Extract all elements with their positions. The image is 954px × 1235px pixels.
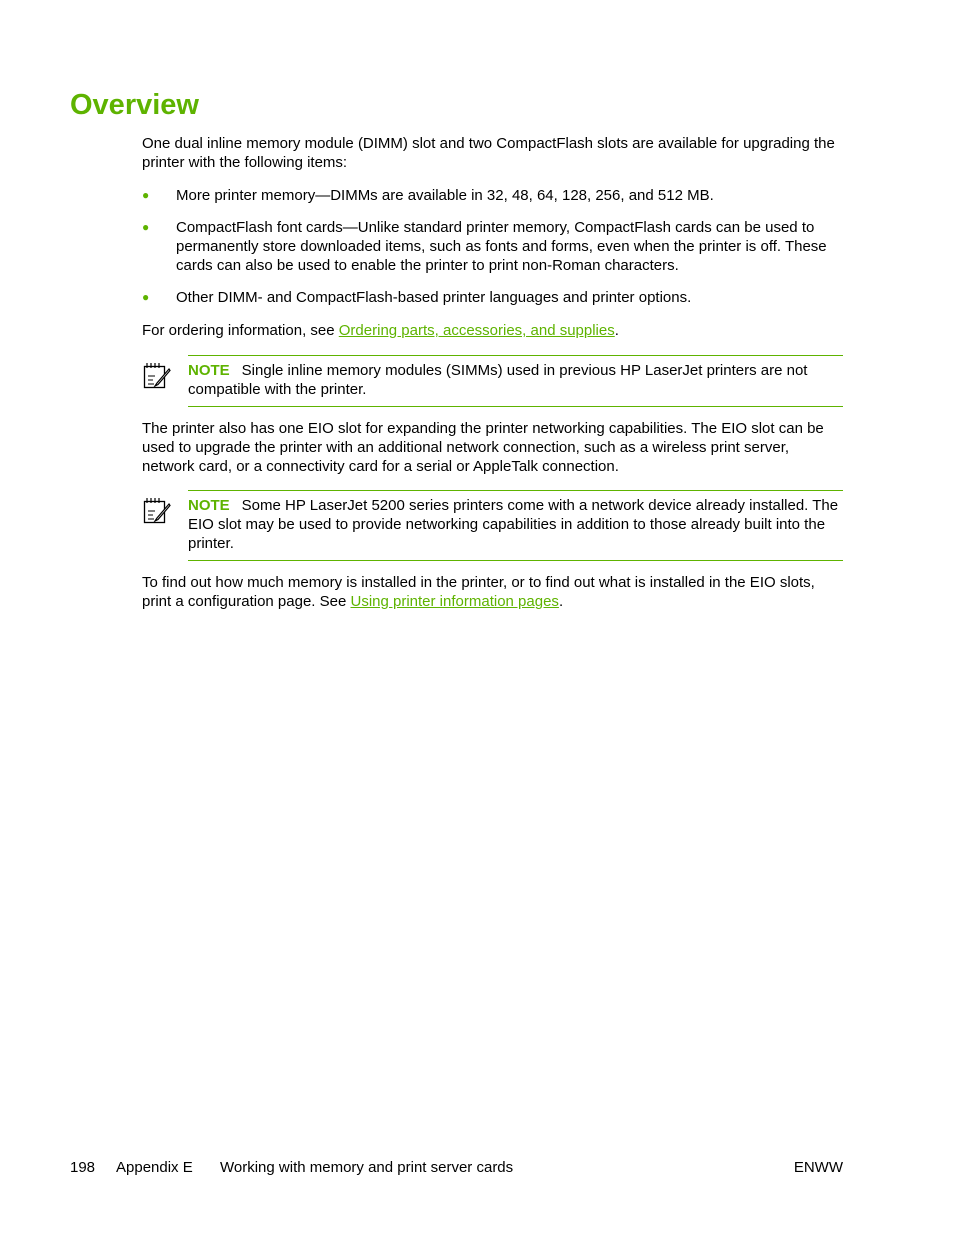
intro-paragraph xyxy=(142,134,842,172)
list-item-text: More printer memory—DIMMs are available in 32, 48, 64, 128, 256, and 512 MB. xyxy=(176,187,714,204)
footer-appendix: Appendix E xyxy=(116,1159,193,1176)
bullet-dot-icon: ● xyxy=(142,290,150,304)
ordering-text xyxy=(142,321,842,340)
bullet-dot-icon: ● xyxy=(142,220,150,234)
note-text: Single inline memory modules (SIMMs) used in previous HP LaserJet printers are not compatible with the printer. xyxy=(188,362,808,398)
footer-chapter: Working with memory and print server cards xyxy=(220,1159,514,1176)
memory-paragraph xyxy=(142,573,842,611)
note-content xyxy=(188,355,843,407)
memory-suffix: . xyxy=(558,593,564,610)
ordering-suffix: . xyxy=(614,322,619,339)
note-pencil-icon xyxy=(142,361,172,391)
memory-text xyxy=(142,573,842,611)
bullet-dot-icon: ● xyxy=(142,188,150,202)
eio-text: The printer also has one EIO slot for expanding the printer networking capabilities. The EIO slot can be used to upgrade the printer with an additional network connection, such as a wireless print server, network card, or a connectivity card for a serial or AppleTalk connection. xyxy=(142,420,824,475)
ordering-link[interactable]: Ordering parts, accessories, and supplies xyxy=(338,322,615,339)
memory-prefix: To find out how much memory is installed in the printer, or to find out what is installed in the EIO slots, print a configuration page. See xyxy=(142,574,815,610)
intro-text: One dual inline memory module (DIMM) slot and two CompactFlash slots are available for upgrading the printer with the following items: xyxy=(142,135,835,171)
page-title: Overview xyxy=(70,89,199,121)
eio-paragraph xyxy=(142,419,842,476)
note-content xyxy=(188,490,843,561)
page-number: 198 xyxy=(70,1159,96,1176)
note-label: NOTE xyxy=(188,497,230,514)
ordering-paragraph xyxy=(142,321,842,340)
printer-info-link[interactable]: Using printer information pages xyxy=(350,593,559,610)
footer-locale: ENWW xyxy=(793,1159,843,1176)
note-text: Some HP LaserJet 5200 series printers come with a network device already installed. The EIO slot may be used to provide networking capabilities in addition to those already built into the printer. xyxy=(188,497,839,552)
ordering-prefix: For ordering information, see xyxy=(142,322,339,339)
note-pencil-icon xyxy=(142,496,172,526)
list-item-text: Other DIMM- and CompactFlash-based printer languages and printer options. xyxy=(176,289,692,306)
note-label: NOTE xyxy=(188,362,230,379)
list-item-text: CompactFlash font cards—Unlike standard printer memory, CompactFlash cards can be used to permanently store downloaded items, such as fonts and forms, even when the printer is off. These cards can also be used to enable the printer to print non-Roman characters. xyxy=(176,219,827,274)
